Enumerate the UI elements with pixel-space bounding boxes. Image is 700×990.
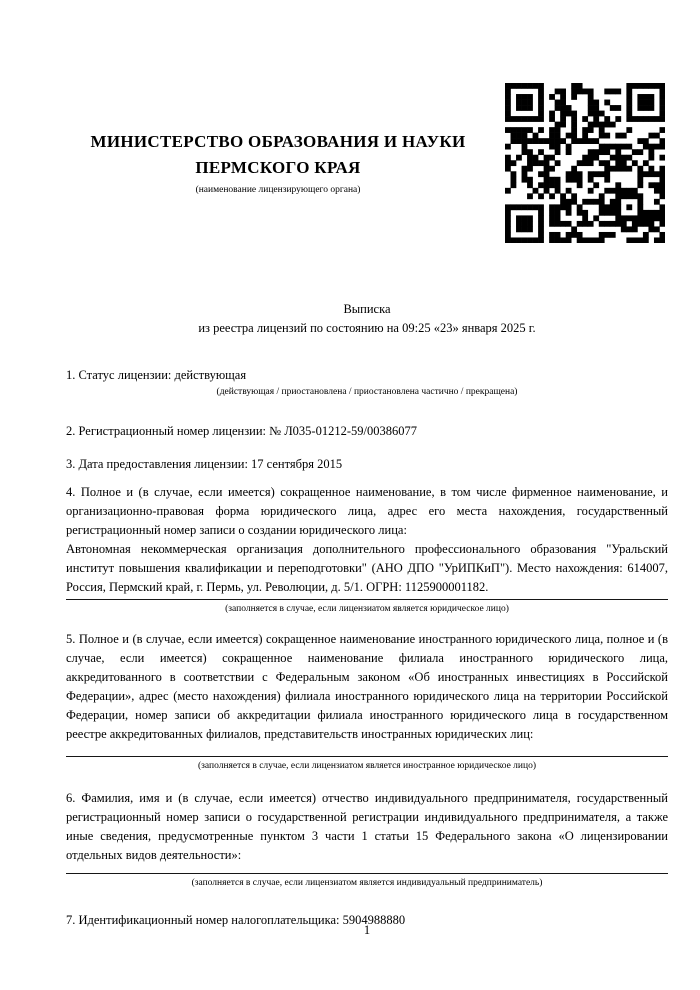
taxpayer-id-line: 7. Идентификационный номер налогоплательщика: 5904988880: [66, 913, 406, 927]
license-status-note: (действующая / приостановлена / приостановлена частично / прекращена): [216, 387, 518, 397]
legal-entity-underline: [66, 599, 668, 600]
document-body: [66, 295, 668, 930]
individual-entrepreneur-question: 6. Фамилия, имя и (в случае, если имеется) отчество индивидуального предпринимателя, государственный регистрационный номер записи о государственной регистрации индивидуального предпринимателя, а также иные сведения, предусмотренные пунктом 3 части 1 статьи 15 Федерального закона «О лицензировании отдельных видов деятельности»:: [66, 791, 668, 862]
legal-entity-answer: Автономная некоммерческая организация дополнительного профессионального образования "Уральский институт повышения квалификации и переподготовки" (АНО ДПО "УрИПКиП"). Место нахождения: 614007, Россия, Пермский край, г. Пермь, ул. Революции, д. 5/1. ОГРН: 1125900001182.: [66, 542, 668, 594]
document-title-heading: Выписка: [343, 302, 391, 316]
foreign-entity-note: (заполняется в случае, если лицензиатом является иностранное юридическое лицо): [198, 761, 536, 771]
registration-number-line: 2. Регистрационный номер лицензии: № Л035-01212-59/00386077: [66, 424, 417, 438]
letterhead: [66, 129, 490, 196]
license-status-line: 1. Статус лицензии: действующая: [66, 368, 247, 382]
qr-code-icon: [505, 83, 665, 243]
legal-entity-note: (заполняется в случае, если лицензиатом является юридическое лицо): [225, 604, 509, 614]
document-title: [66, 300, 668, 338]
license-grant-date-line: 3. Дата предоставления лицензии: 17 сентября 2015: [66, 457, 343, 471]
foreign-entity-question: 5. Полное и (в случае, если имеется) сокращенное наименование иностранного юридического лица, полное и (в случае, если имеется) сокращенное наименование филиала иностранного юридического лица, аккредитованного в соответствии с Федеральным законом «Об иностранных инвестициях в Российской Федерации», адрес (место нахождения) филиала иностранного юридического лица на территории Российской Федерации, номер записи об аккредитации филиала иностранного юридического лица в государственном реестре аккредитованных филиалов, представительств иностранных юридических лиц:: [66, 632, 668, 741]
licensing-authority-name-line2: ПЕРМСКОГО КРАЯ: [195, 158, 361, 177]
document-title-subheading: из реестра лицензий по состоянию на 09:25 «23» января 2025 г.: [198, 321, 536, 335]
licensing-authority-name-line1: МИНИСТЕРСТВО ОБРАЗОВАНИЯ И НАУКИ: [90, 132, 466, 151]
foreign-entity-underline: [66, 756, 668, 757]
individual-entrepreneur-note: (заполняется в случае, если лицензиатом является индивидуальный предприниматель): [191, 878, 543, 888]
page-number: 1: [363, 923, 371, 937]
licensing-authority-caption: (наименование лицензирующего органа): [195, 185, 361, 195]
individual-entrepreneur-underline: [66, 873, 668, 874]
legal-entity-question: 4. Полное и (в случае, если имеется) сокращенное наименование, в том числе фирменное наименование, и организационно-правовая форма юридического лица, адрес его места нахождения, государственный регистрационный номер записи о создании юридического лица:: [66, 485, 668, 537]
